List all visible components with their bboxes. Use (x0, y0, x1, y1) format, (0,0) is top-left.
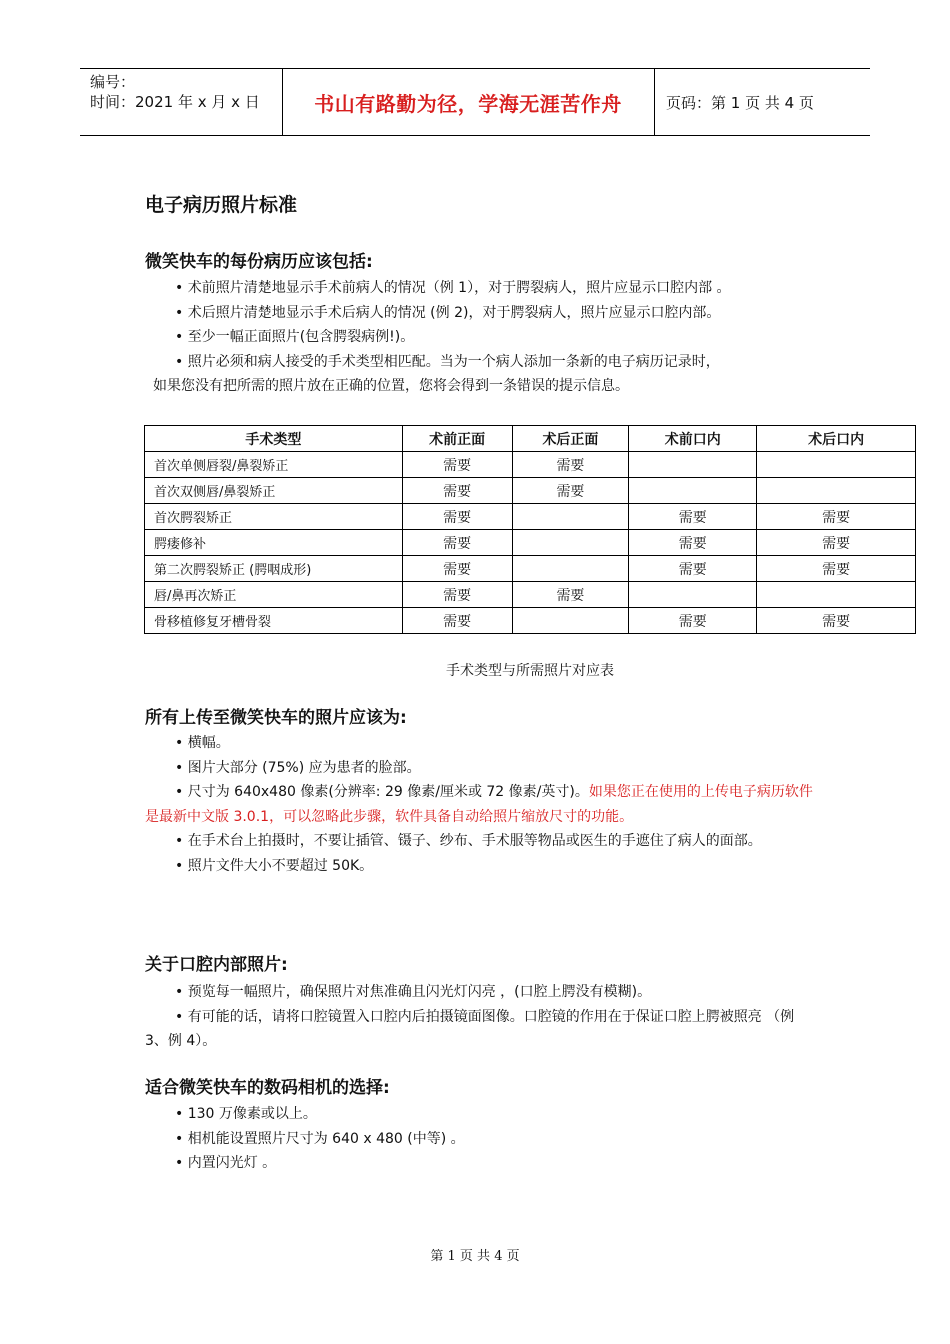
table-row (145, 452, 916, 478)
table-cell: 需要 (402, 452, 512, 478)
table-cell: 需要 (512, 478, 629, 504)
table-cell: 需要 (757, 530, 916, 556)
table-header-row (145, 426, 916, 452)
table-row (145, 504, 916, 530)
bullet-item: • 有可能的话，请将口腔镜置入口腔内后拍摄镜面图像。口腔镜的作用在于保证口腔上腭被照亮 （例 3、例 4）。 (145, 1008, 795, 1049)
bullet-item: • 术后照片清楚地显示手术后病人的情况 (例 2)，对于腭裂病人，照片应显示口腔内部。 (175, 304, 721, 321)
table-cell (757, 478, 916, 504)
bullet-item: • 照片文件大小不要超过 50K。 (175, 857, 374, 874)
table-cell (512, 530, 629, 556)
header-page-number: 页码：第 1 页 共 4 页 (666, 93, 814, 112)
document-date: 时间：2021 年 x 月 x 日 (90, 93, 260, 111)
page-footer: 第 1 页 共 4 页 (430, 1249, 520, 1264)
bullet-item: • 至少一幅正面照片(包含腭裂病例!)。 (175, 329, 415, 345)
table-cell: 需要 (402, 504, 512, 530)
page-header (80, 68, 870, 136)
photo-requirements-table (144, 425, 916, 634)
surgery-type-cell: 腭瘘修补 (145, 530, 403, 556)
surgery-type-cell: 首次双侧唇/鼻裂矫正 (145, 478, 403, 504)
highlight-note: 如果您正在使用的上传电子病历软件是最新中文版 3.0.1，可以忽略此步骤，软件具备自动给照片缩放尺寸的功能。 (145, 784, 813, 825)
header-divider (654, 69, 655, 135)
column-header: 术前正面 (402, 426, 512, 452)
bullet-text: • 尺寸为 640x480 像素(分辨率: 29 像素/厘米或 72 像素/英寸)。 (175, 784, 589, 800)
table-cell (629, 452, 757, 478)
header-meta (90, 72, 260, 112)
table-row (145, 582, 916, 608)
section-heading: 关于口腔内部照片: (145, 955, 288, 975)
bullet-item: • 130 万像素或以上。 (175, 1106, 317, 1122)
table-cell: 需要 (402, 556, 512, 582)
table-cell: 需要 (402, 530, 512, 556)
section4-bullets (145, 1102, 815, 1176)
table-cell: 需要 (629, 556, 757, 582)
table-cell: 需要 (402, 582, 512, 608)
column-header: 手术类型 (145, 426, 403, 452)
table-cell: 需要 (629, 530, 757, 556)
bullet-item: • 照片必须和病人接受的手术类型相匹配。当为一个病人添加一条新的电子病历记录时， (175, 353, 720, 370)
bullet-item: • 术前照片清楚地显示手术前病人的情况（例 1），对于腭裂病人，照片应显示口腔内部 。 (175, 280, 731, 296)
surgery-type-cell: 首次单侧唇裂/鼻裂矫正 (145, 452, 403, 478)
document-number: 编号： (90, 73, 136, 91)
table-row (145, 608, 916, 634)
table-row (145, 530, 916, 556)
table-cell (629, 478, 757, 504)
table-cell: 需要 (757, 556, 916, 582)
bullet-item: • 预览每一幅照片，确保照片对焦准确且闪光灯闪亮 ，(口腔上腭没有模糊)。 (175, 984, 652, 1000)
table-cell: 需要 (757, 608, 916, 634)
table-cell (512, 608, 629, 634)
bullet-continuation: 如果您没有把所需的照片放在正确的位置，您将会得到一条错误的提示信息。 (153, 378, 629, 394)
bullet-item (145, 780, 815, 829)
column-header: 术后正面 (512, 426, 629, 452)
table-row (145, 556, 916, 582)
section2-bullets (145, 731, 815, 878)
section-heading: 适合微笑快车的数码相机的选择: (145, 1078, 390, 1098)
surgery-type-cell: 骨移植修复牙槽骨裂 (145, 608, 403, 634)
table-cell (757, 452, 916, 478)
table-cell: 需要 (402, 478, 512, 504)
surgery-type-cell: 唇/鼻再次矫正 (145, 582, 403, 608)
table-cell: 需要 (512, 582, 629, 608)
section1-bullets (145, 276, 815, 399)
bullet-item: • 相机能设置照片尺寸为 640 x 480 (中等) 。 (175, 1130, 465, 1147)
table-cell (512, 556, 629, 582)
header-motto: 书山有路勤为径，学海无涯苦作舟 (314, 91, 622, 116)
bullet-item: • 横幅。 (175, 735, 230, 751)
document-title: 电子病历照片标准 (145, 194, 298, 216)
table-caption: 手术类型与所需照片对应表 (446, 663, 614, 679)
table-cell: 需要 (757, 504, 916, 530)
bullet-item: • 图片大部分 (75%) 应为患者的脸部。 (175, 759, 421, 776)
table-cell (512, 504, 629, 530)
table-cell (757, 582, 916, 608)
table-cell: 需要 (402, 608, 512, 634)
table-cell (629, 582, 757, 608)
section3-bullets (145, 980, 815, 1054)
table-cell: 需要 (512, 452, 629, 478)
column-header: 术前口内 (629, 426, 757, 452)
bullet-item: • 内置闪光灯 。 (175, 1155, 277, 1171)
bullet-item: • 在手术台上拍摄时，不要让插管、镊子、纱布、手术服等物品或医生的手遮住了病人的面部。 (175, 833, 762, 849)
table-row (145, 478, 916, 504)
surgery-type-cell: 首次腭裂矫正 (145, 504, 403, 530)
section-heading: 微笑快车的每份病历应该包括: (145, 252, 373, 272)
surgery-type-cell: 第二次腭裂矫正 (腭咽成形) (145, 556, 403, 582)
section-heading: 所有上传至微笑快车的照片应该为: (145, 708, 407, 728)
column-header: 术后口内 (757, 426, 916, 452)
table-cell: 需要 (629, 608, 757, 634)
table-cell: 需要 (629, 504, 757, 530)
